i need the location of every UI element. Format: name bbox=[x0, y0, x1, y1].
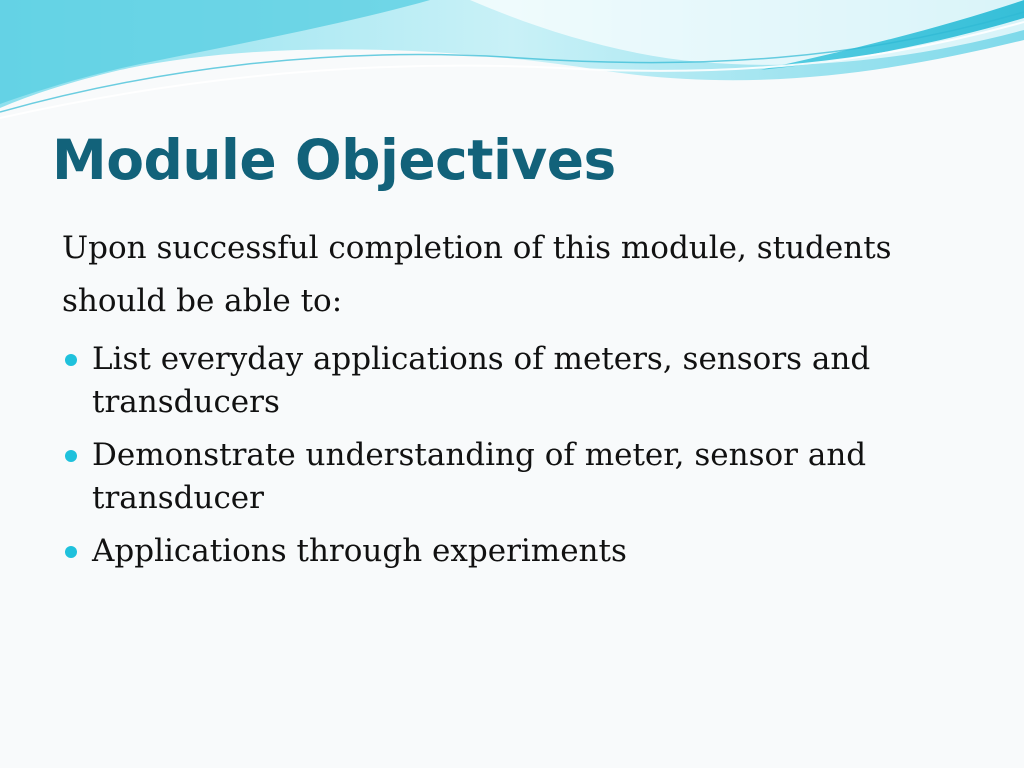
objective-item bbox=[62, 338, 962, 424]
slide-body bbox=[62, 222, 962, 573]
objectives-list bbox=[62, 338, 962, 573]
bullet-dot-icon bbox=[65, 546, 77, 558]
bullet-dot-icon bbox=[65, 450, 77, 462]
bullet-dot-icon bbox=[65, 354, 77, 366]
slide-title: Module Objectives bbox=[52, 128, 616, 192]
objective-text: List everyday applications of meters, sensors and transducers bbox=[92, 341, 871, 420]
header-wave-decoration bbox=[0, 0, 1024, 130]
objective-item bbox=[62, 530, 962, 573]
objective-item bbox=[62, 434, 962, 520]
objective-text: Applications through experiments bbox=[92, 533, 627, 569]
intro-text: Upon successful completion of this module, students should be able to: bbox=[62, 230, 892, 319]
objective-text: Demonstrate understanding of meter, sensor and transducer bbox=[92, 437, 867, 516]
